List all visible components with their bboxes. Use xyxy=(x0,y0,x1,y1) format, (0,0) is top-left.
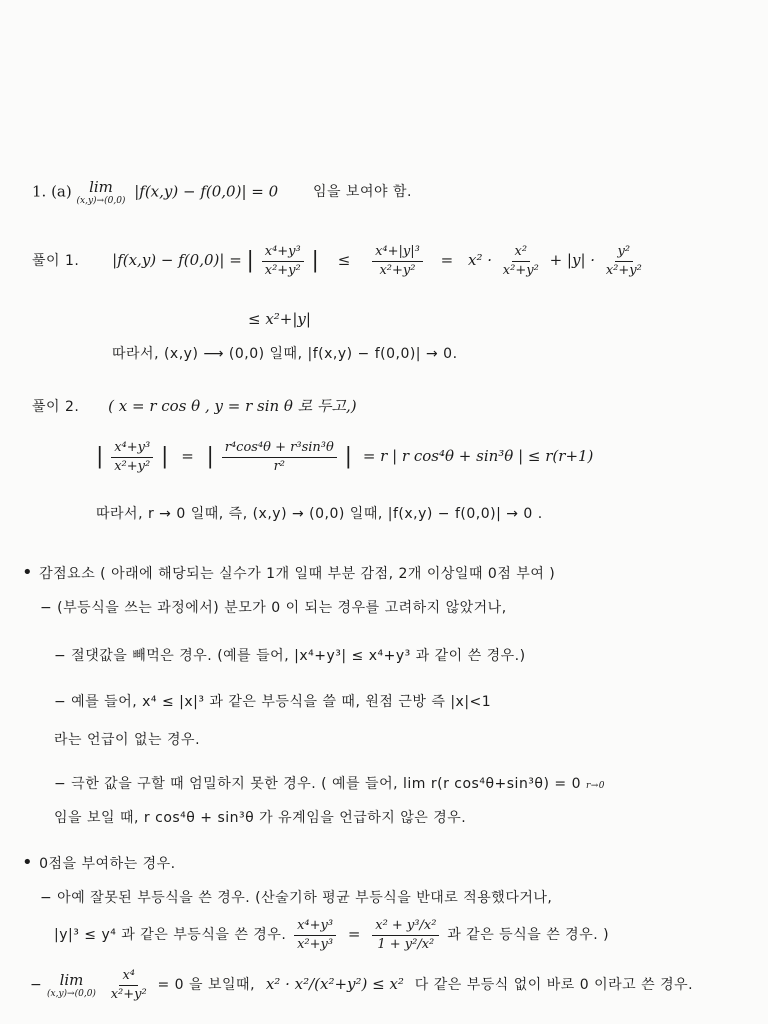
deduction-item: − 절댓값을 빼먹은 경우. (예를 들어, |x⁴+y³| ≤ x⁴+y³ 과 같이 쓴 경우.) xyxy=(54,648,526,664)
problem-label: 1. (a) xyxy=(32,182,72,201)
deduction-item: 임을 보일 때, r cos⁴θ + sin³θ 가 유계임을 언급하지 않은 경우. xyxy=(54,810,467,826)
zero-score-item: |y|³ ≤ y⁴ 과 같은 부등식을 쓴 경우. $\frac{\text{x⁴+y³}}{\text{x²+y³}}$ = $\frac{\text{x² + y³/x²}}{\text{1 + y²/x²}}$ 과 같은 등식을 쓴 경우. ) xyxy=(54,918,610,952)
fraction: $\frac{\text{x² + y³/x²}}{\text{1 + y²/x²}}$ xyxy=(372,918,439,952)
bullet-icon: • xyxy=(22,562,34,583)
bullet-icon: • xyxy=(22,852,34,873)
fraction: $\frac{\text{x⁴+y³}}{\text{x²+y²}}$ xyxy=(262,244,304,278)
solution-1-line-2: ≤ x²+|y| xyxy=(248,310,311,328)
solution-1-label: 풀이 1. xyxy=(32,253,80,270)
fraction: $\frac{\text{y²}}{\text{x²+y²}}$ xyxy=(605,244,642,278)
solution-2-label: 풀이 2. xyxy=(32,399,80,415)
fraction: $\frac{\text{x⁴+y³}}{\text{x²+y³}}$ xyxy=(294,918,336,952)
zero-score-item: − lim (x,y)→(0,0) $\frac{\text{x⁴}}{\text{x²+y²}}$ = 0 을 보일때, x² · x²/(x²+y²) ≤ x² 다 같은 부등식 없이 바로 0 이라고 쓴 경우. xyxy=(30,968,694,1002)
deduction-item: 라는 언급이 없는 경우. xyxy=(54,732,201,748)
limit-operator: lim (x,y)→(0,0) xyxy=(76,178,126,206)
solution-1-line-1: 풀이 1. |f(x,y) − f(0,0)| = | $\frac{\text{x⁴+y³}}{\text{x²+y²}}$ | ≤ $\frac{\text{x⁴+|y|³}}{\text{x²+y²}}$ = x² · $\frac{\text{x²}}{\text{x²+y²}}$ + |y| · $\frac{\text{y²}}{\text{x²+y²}}$ xyxy=(32,244,648,278)
zero-score-item: − 아예 잘못된 부등식을 쓴 경우. (산술기하 평균 부등식을 반대로 적용했다거나, xyxy=(40,890,553,906)
statement-text: 임을 보여야 함. xyxy=(312,184,412,201)
solution-2-line-1: 풀이 2. ( x = r cos θ , y = r sin θ 로 두고,) xyxy=(32,397,357,415)
fraction: $\frac{\text{x⁴+y³}}{\text{x²+y²}}$ xyxy=(111,440,153,474)
problem-statement xyxy=(32,178,412,207)
limit-operator: lim (x,y)→(0,0) xyxy=(47,970,96,999)
solution-2-conclusion: 따라서, r → 0 일때, 즉, (x,y) → (0,0) 일때, |f(x,y) − f(0,0)| → 0 . xyxy=(96,506,543,522)
solution-2-line-2: | $\frac{\text{x⁴+y³}}{\text{x²+y²}}$ | = | $\frac{\text{r⁴cos⁴θ + r³sin³θ}}{\text{r²}}$ | = r | r cos⁴θ + sin³θ | ≤ r(r+1) xyxy=(96,440,594,474)
zero-score-heading: • 0점을 부여하는 경우. xyxy=(22,852,176,873)
limit-expression: |f(x,y) − f(0,0)| = 0 xyxy=(134,182,279,201)
deduction-item: − 극한 값을 구할 때 엄밀하지 못한 경우. ( 예를 들어, lim r(r cos⁴θ+sin³θ) = 0 r→0 xyxy=(54,776,606,792)
fraction: $\frac{\text{x²}}{\text{x²+y²}}$ xyxy=(502,244,539,278)
limit-subscript: r→0 xyxy=(585,781,606,791)
deduction-item: − 예를 들어, x⁴ ≤ |x|³ 과 같은 부등식을 쓸 때, 원점 근방 즉 |x|<1 xyxy=(54,694,492,710)
fraction: $\frac{\text{r⁴cos⁴θ + r³sin³θ}}{\text{r²}}$ xyxy=(222,440,337,474)
fraction: $\frac{\text{x⁴+|y|³}}{\text{x²+y²}}$ xyxy=(372,244,423,278)
deduction-item: − (부등식을 쓰는 과정에서) 분모가 0 이 되는 경우를 고려하지 않았거나, xyxy=(40,600,507,616)
solution-1-conclusion: 따라서, (x,y) ⟶ (0,0) 일때, |f(x,y) − f(0,0)| → 0. xyxy=(112,346,458,362)
fraction: $\frac{\text{x⁴}}{\text{x²+y²}}$ xyxy=(110,968,147,1002)
deduction-heading: • 감점요소 ( 아래에 해당되는 실수가 1개 일때 부분 감점, 2개 이상일때 0점 부여 ) xyxy=(22,562,556,583)
